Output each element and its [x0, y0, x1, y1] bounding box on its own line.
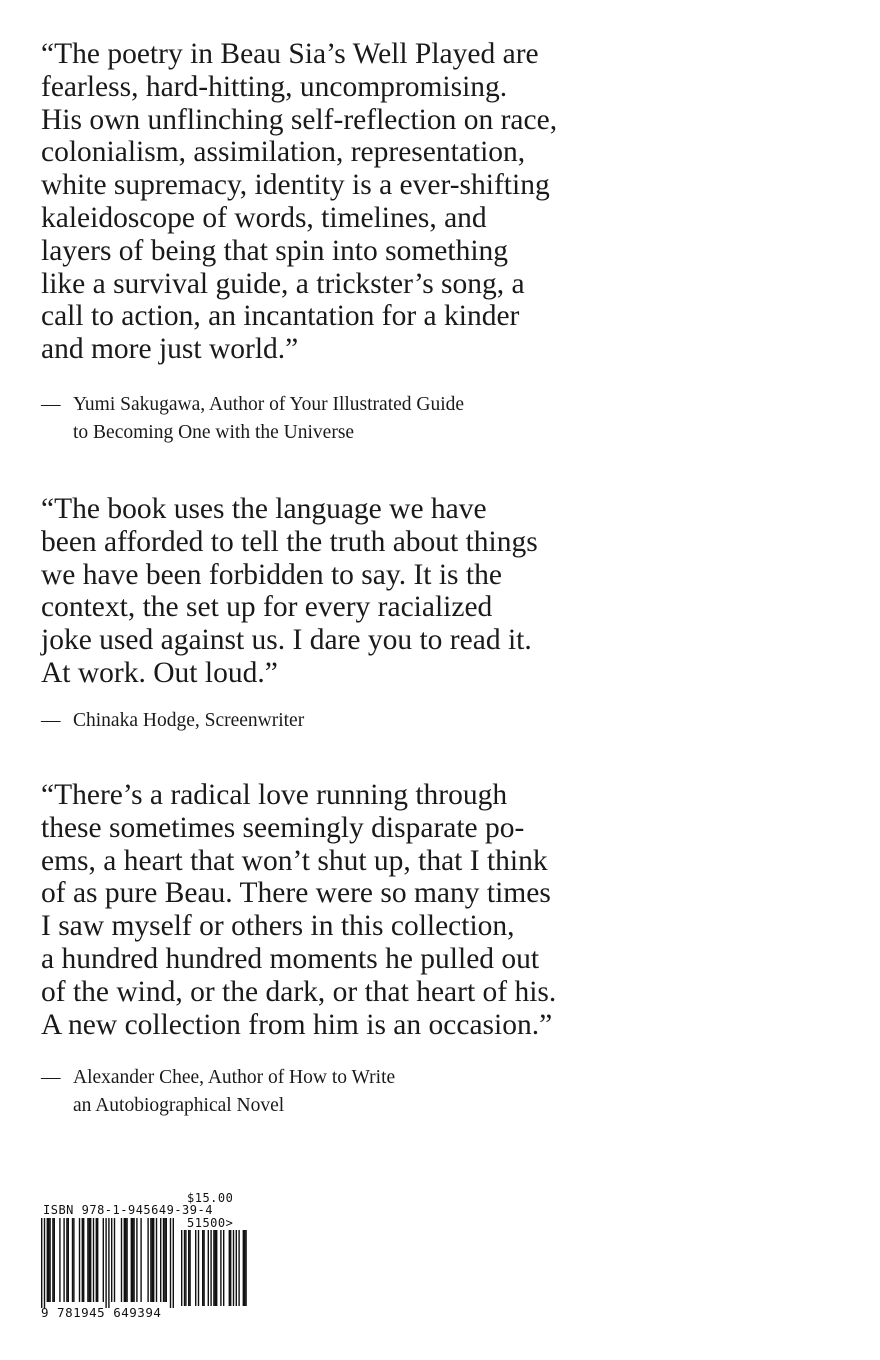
attribution-line — [41, 707, 561, 735]
em-dash: — — [41, 710, 61, 731]
barcode-bar — [184, 1230, 185, 1306]
barcode-bar — [66, 1218, 67, 1302]
barcode-bar — [202, 1230, 203, 1306]
barcode-bar — [49, 1218, 50, 1302]
quote-line: “There’s a radical love running through — [41, 779, 508, 811]
quote-line: kaleidoscope of words, timelines, and — [41, 201, 487, 234]
quote-line: layers of being that spin into something — [41, 234, 509, 267]
barcode-bar — [87, 1218, 88, 1302]
barcode-bar — [97, 1218, 98, 1302]
quote-line: joke used against us. I dare you to read it. — [41, 624, 532, 657]
barcode-bar — [126, 1218, 127, 1302]
barcode-bar — [166, 1218, 167, 1302]
barcode-bar — [198, 1230, 199, 1306]
barcode-bar — [125, 1218, 126, 1302]
barcode-bar — [72, 1218, 73, 1302]
quote-line: and more just world.” — [41, 333, 299, 366]
quote-line: like a survival guide, a trickster’s song, a — [41, 267, 525, 300]
barcode-bar — [79, 1218, 80, 1302]
barcode-bar — [121, 1218, 122, 1302]
barcode-bar — [89, 1218, 90, 1302]
barcode-bar — [59, 1218, 60, 1302]
barcode-bar — [181, 1230, 182, 1306]
barcode-bar — [153, 1218, 154, 1302]
barcode-bar — [68, 1218, 69, 1302]
quote-line: His own unflinching self-reflection on race, — [41, 103, 558, 136]
barcode-bar — [103, 1218, 104, 1302]
review-quote-3 — [41, 779, 561, 1041]
barcode-bar — [41, 1218, 42, 1308]
review-quote-1 — [41, 38, 561, 366]
barcode-bar — [150, 1218, 151, 1302]
barcode-bar — [73, 1218, 74, 1302]
barcode-bar — [223, 1230, 224, 1306]
barcode-bar — [185, 1230, 186, 1306]
attribution-line: to Becoming One with the Universe — [73, 422, 355, 443]
barcode-bar — [195, 1230, 196, 1306]
quote-line: we have been forbidden to say. It is the — [41, 558, 502, 591]
attribution-text: Yumi Sakugawa, Author of Your Illustrated Guide — [73, 394, 465, 415]
barcode-bar — [220, 1230, 221, 1306]
barcode-bar — [160, 1218, 161, 1302]
quote-line: colonialism, assimilation, representation, — [41, 136, 526, 169]
quote-line: I saw myself or others in this collection, — [41, 910, 515, 943]
quote-line: of the wind, or the dark, or that heart of his. — [41, 975, 557, 1008]
quote-line: “The book uses the language we have — [41, 493, 487, 525]
em-dash: — — [41, 1067, 61, 1088]
barcode-bar — [96, 1218, 97, 1302]
barcode-bar — [208, 1230, 209, 1306]
isbn-barcode — [41, 1190, 271, 1328]
review-attribution-1 — [41, 391, 561, 447]
ean-number-label: 9 781945 649394 — [41, 1305, 162, 1320]
barcode-bar — [44, 1218, 45, 1308]
barcode-bar — [140, 1218, 141, 1302]
barcode-bar — [93, 1218, 94, 1302]
barcode-bar — [111, 1218, 112, 1302]
barcode-bar — [230, 1230, 231, 1306]
barcode-bar — [210, 1230, 211, 1306]
barcode-bar — [163, 1218, 164, 1302]
barcode-bar — [170, 1218, 171, 1308]
attribution-line — [41, 391, 561, 419]
barcode-bar — [83, 1218, 84, 1302]
quote-line: context, the set up for every racialized — [41, 591, 493, 624]
barcode-bar — [189, 1230, 190, 1306]
quote-line: these sometimes seemingly disparate po- — [41, 811, 525, 844]
barcode-bar — [63, 1218, 64, 1302]
quote-line: call to action, an incantation for a kinder — [41, 300, 520, 333]
barcode-bar — [213, 1230, 214, 1306]
barcode-bar — [124, 1218, 125, 1302]
barcode-bar — [164, 1218, 165, 1302]
attribution-text: Alexander Chee, Author of How to Write — [73, 1067, 396, 1088]
supplement-bars — [181, 1230, 251, 1308]
quote-line: fearless, hard-hitting, uncompromising. — [41, 70, 508, 103]
barcode-bar — [233, 1230, 234, 1306]
ean13-bars — [41, 1218, 175, 1308]
isbn-label: ISBN 978-1-945649-39-4 — [43, 1203, 213, 1217]
barcode-bar — [215, 1230, 216, 1306]
quote-line: “The poetry in Beau Sia’s Well Played are — [41, 38, 539, 70]
barcode-bar — [136, 1218, 137, 1302]
price-label: $15.00 — [187, 1191, 234, 1205]
barcode-bar — [147, 1218, 148, 1302]
em-dash: — — [41, 394, 61, 415]
quote-line: At work. Out loud.” — [41, 656, 278, 689]
barcode-bar — [131, 1218, 132, 1302]
barcode-bar — [229, 1230, 230, 1306]
quote-line: white supremacy, identity is a ever-shifting — [41, 169, 550, 202]
quote-line: A new collection from him is an occasion.” — [41, 1008, 553, 1041]
barcode-bar — [132, 1218, 133, 1302]
barcode-bar — [188, 1230, 189, 1306]
quote-line: a hundred hundred moments he pulled out — [41, 942, 540, 975]
barcode-bar — [47, 1218, 48, 1302]
quote-line: of as pure Beau. There were so many times — [41, 877, 551, 910]
review-quote-2 — [41, 493, 561, 690]
barcode-bar — [82, 1218, 83, 1302]
barcode-bar — [54, 1218, 55, 1302]
barcode-bar — [243, 1230, 244, 1306]
quote-line: been afforded to tell the truth about things — [41, 525, 538, 558]
barcode-bar — [238, 1230, 239, 1306]
barcode-bar — [236, 1230, 237, 1306]
review-attribution-2 — [41, 707, 561, 735]
barcode-bar — [133, 1218, 134, 1302]
attribution-line — [41, 1064, 561, 1092]
barcode-bar — [105, 1218, 106, 1308]
barcode-bar — [156, 1218, 157, 1302]
barcode-bar — [108, 1218, 109, 1308]
barcode-bar — [245, 1230, 246, 1306]
barcode-bar — [52, 1218, 53, 1302]
barcode-bar — [152, 1218, 153, 1302]
quote-line: ems, a heart that won’t shut up, that I think — [41, 844, 548, 877]
barcode-bar — [90, 1218, 91, 1302]
barcode-bar — [114, 1218, 115, 1302]
barcode-bar — [173, 1218, 174, 1308]
attribution-text: Chinaka Hodge, Screenwriter — [73, 710, 305, 731]
barcode-bar — [203, 1230, 204, 1306]
barcode-bar — [216, 1230, 217, 1306]
barcode-bar — [244, 1230, 245, 1306]
attribution-line: an Autobiographical Novel — [73, 1095, 285, 1116]
review-attribution-3 — [41, 1064, 561, 1120]
supplement-code-label: 51500> — [187, 1216, 234, 1230]
barcode-bar — [48, 1218, 49, 1302]
